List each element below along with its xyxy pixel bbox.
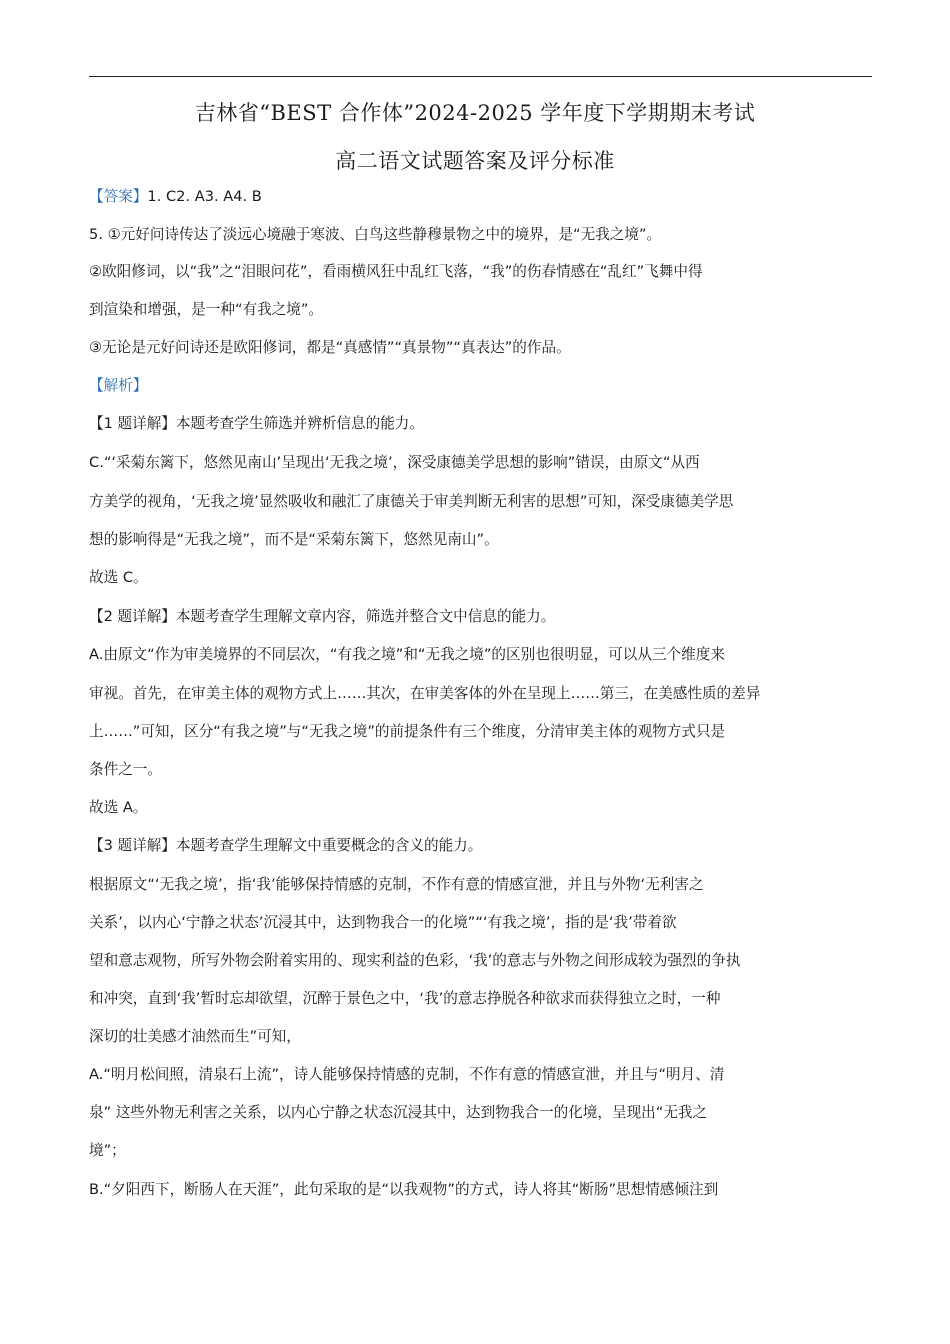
q3-option-a-line-3: 境”； [89,1142,126,1159]
q2-heading: 【2 题详解】本题考查学生理解文章内容，筛选并整合文中信息的能力。 [89,608,556,625]
q1-conclusion: 故选 C。 [89,569,148,586]
q3-line-1: 根据原文“‘无我之境’，指‘我’能够保持情感的克制，不作有意的情感宣泄，并且与外物‘无利害之 [89,876,704,893]
answer-tag: 【答案】 [89,188,148,205]
q1-line-1: C.“‘采菊东篱下，悠然见南山’呈现出‘无我之境’，深受康德美学思想的影响”错误，由原文“从西 [89,454,700,471]
q5-line-4: ③无论是元好问诗还是欧阳修词，都是“真感情”“真景物”“真表达”的作品。 [89,339,571,356]
q3-option-a-line-2: 泉” 这些外物无利害之关系，以内心宁静之状态沉浸其中，达到物我合一的化境，呈现出“无我之 [89,1104,708,1121]
q5-line-2: ②欧阳修词，以“我”之“泪眼问花”，看雨横风狂中乱红飞落，“我”的伤春情感在“乱红”飞舞中得 [89,263,703,280]
q3-heading: 【3 题详解】本题考查学生理解文中重要概念的含义的能力。 [89,837,483,854]
q3-line-5: 深切的壮美感才油然而生”可知， [89,1028,301,1045]
q3-option-b-line-1: B.“夕阳西下，断肠人在天涯”，此句采取的是“以我观物”的方式，诗人将其“断肠”思想情感倾注到 [89,1181,719,1198]
analysis-tag: 【解析】 [89,377,148,394]
q3-line-4: 和冲突，直到‘我’暂时忘却欲望，沉醉于景色之中，‘我’的意志挣脱各种欲求而获得独立之时，一种 [89,990,721,1007]
q2-line-1: A.由原文“作为审美境界的不同层次，“有我之境”和“无我之境”的区别也很明显，可以从三个维度来 [89,646,725,663]
q5-line-3: 到渲染和增强，是一种“有我之境”。 [89,301,324,318]
q1-line-2: 方美学的视角，‘无我之境’显然吸收和融汇了康德关于审美判断无利害的思想”可知，深受康德美学思 [89,493,734,510]
answer-line [89,187,864,207]
q2-line-4: 条件之一。 [89,761,162,778]
page-subtitle: 高二语文试题答案及评分标准 [335,149,615,173]
q2-conclusion: 故选 A。 [89,799,148,816]
q2-line-2: 审视。首先，在审美主体的观物方式上……其次，在审美客体的外在呈现上……第三，在美感性质的差异 [89,685,761,702]
q3-option-a-line-1: A.“明月松间照，清泉石上流”，诗人能够保持情感的克制，不作有意的情感宣泄，并且与“明月、清 [89,1066,725,1083]
q2-line-3: 上……”可知，区分“有我之境”与“无我之境”的前提条件有三个维度，分清审美主体的观物方式只是 [89,723,726,740]
top-rule [89,76,872,77]
answer-text: 1. C2. A3. A4. B [147,188,262,205]
page-title: 吉林省“BEST 合作体”2024-2025 学年度下学期期末考试 [194,101,756,125]
q3-line-2: 关系’，以内心‘宁静之状态’沉浸其中，达到物我合一的化境”“‘有我之境’，指的是‘我’带着欲 [89,914,677,931]
q3-line-3: 望和意志观物，所写外物会附着实用的、现实利益的色彩，‘我’的意志与外物之间形成较为强烈的争执 [89,952,741,969]
q1-line-3: 想的影响得是“无我之境”，而不是“采菊东篱下，悠然见南山”。 [89,531,499,548]
q5-line-1: 5. ①元好问诗传达了淡远心境融于寒波、白鸟这些静穆景物之中的境界，是“无我之境”。 [89,226,662,243]
q1-heading: 【1 题详解】本题考查学生筛选并辨析信息的能力。 [89,415,424,432]
